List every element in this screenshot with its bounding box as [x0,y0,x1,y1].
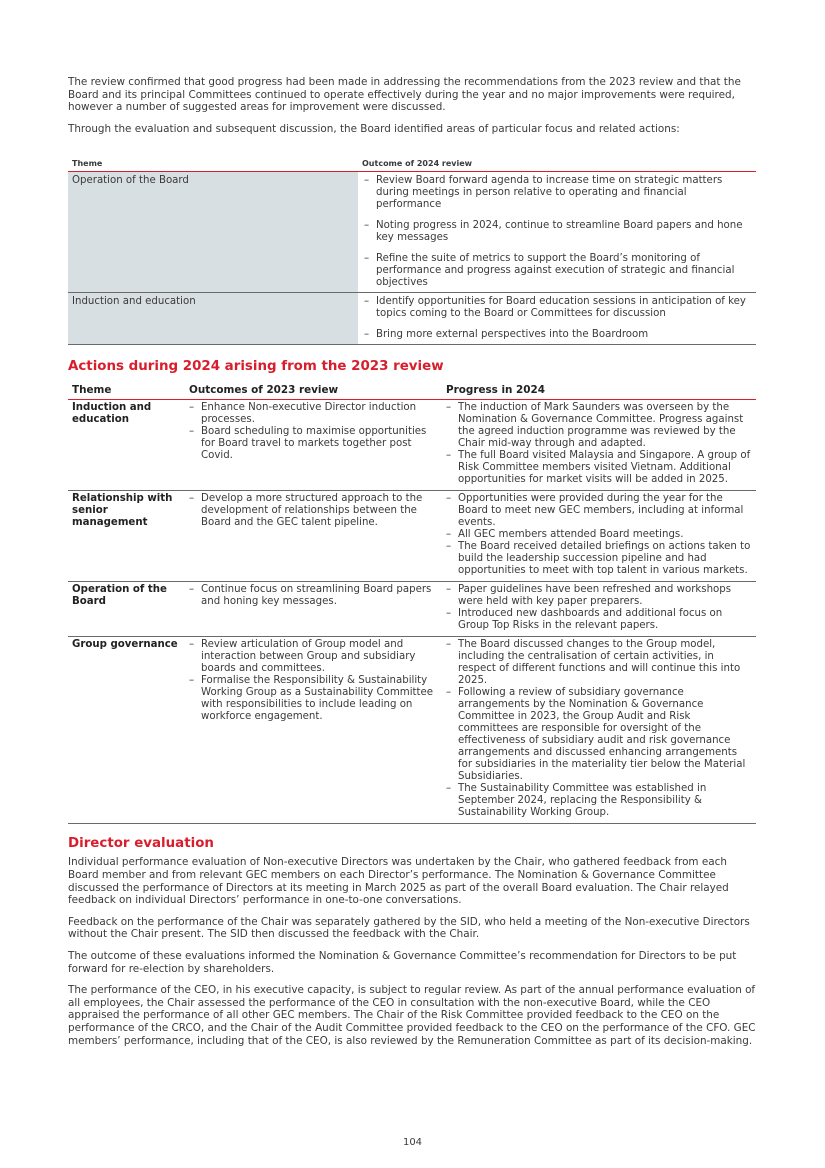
list-item-text: Continue focus on streamlining Board papers and honing key messages. [201,584,432,608]
table-row [68,491,756,582]
list-item [446,687,752,783]
list-item-text: Following a review of subsidiary governance arrangements by the Nomination & Governance Committee in 2023, the Group Audit and Risk committees are responsible for oversight of the effectiveness of subsidiary audit and risk governance arrangements and discussed enhancing arrangements for subsidiaries in the materiality tier below the Material Subsidiaries. [458,687,746,783]
list-item [446,450,752,486]
column-header-outcome: Outcome of 2024 review [358,159,756,172]
table-row [68,172,756,293]
theme-cell: Relationship with senior management [68,491,185,582]
outcomes-cell [185,582,442,637]
dash-bullet: – [446,608,452,620]
actions-heading: Actions during 2024 arising from the 2023 review [68,359,444,375]
list-item-text: Board scheduling to maximise opportunities for Board travel to markets together post Covid. [201,426,427,462]
table-header-row [68,159,756,172]
list-item [189,584,438,608]
list-item [364,253,750,289]
dash-bullet: – [446,402,452,414]
table-row [68,400,756,491]
list-item-text: The Board received detailed briefings on actions taken to build the leadership succession pipeline and had opportunities to meet with top talent in various markets. [458,541,751,577]
theme-cell: Operation of the Board [68,172,358,293]
list-item [446,541,752,577]
director-evaluation-paragraph: Individual performance evaluation of Non-executive Directors was undertaken by the Chair, who gathered feedback from each Board member and from relevant GEC members on each Director’s performance. The Nomination & Governance Committee discussed the performance of Directors at its meeting in March 2025 as part of the overall Board evaluation. The Chair relayed feedback on individual Directors’ performance in one-to-one conversations. [68,856,729,907]
dash-bullet: – [446,639,452,651]
outcome-cell [358,293,756,345]
dash-bullet: – [446,687,452,699]
list-item [364,220,750,244]
intro-paragraph-2: Through the evaluation and subsequent discussion, the Board identified areas of particular focus and related actions: [68,122,680,135]
list-item-text: Paper guidelines have been refreshed and workshops were held with key paper preparers. [458,584,732,608]
table-row [68,582,756,637]
dash-bullet: – [189,402,195,414]
list-item-text: The Board discussed changes to the Group model, including the centralisation of certain activities, in respect of different functions and will continue this into 2025. [458,639,741,687]
list-item [446,493,752,529]
list-item-text: Introduced new dashboards and additional focus on Group Top Risks in the relevant papers. [458,608,723,632]
theme-cell: Group governance [68,637,185,824]
review-outcomes-table [68,159,756,345]
list-item-text: Noting progress in 2024, continue to streamline Board papers and hone key messages [376,220,743,244]
outcomes-cell [185,637,442,824]
dash-bullet: – [446,584,452,596]
list-item [189,639,438,675]
list-item [446,584,752,608]
list-item [189,426,438,462]
page-number: 104 [402,1137,423,1148]
list-item-text: All GEC members attended Board meetings. [458,529,684,541]
table-header-row [68,384,756,400]
list-item [446,783,752,819]
column-header-outcomes: Outcomes of 2023 review [185,384,442,400]
table-row [68,637,756,824]
theme-cell: Operation of the Board [68,582,185,637]
dash-bullet: – [189,584,195,596]
list-item [189,493,438,529]
dash-bullet: – [446,529,452,541]
dash-bullet: – [364,253,370,265]
column-header-progress: Progress in 2024 [442,384,756,400]
list-item [446,639,752,687]
list-item [189,675,438,723]
theme-cell: Induction and education [68,400,185,491]
director-evaluation-paragraph: Feedback on the performance of the Chair was separately gathered by the SID, who held a meeting of the Non-executive Directors without the Chair present. The SID then discussed the feedback with the Chair. [68,915,750,941]
dash-bullet: – [189,426,195,438]
list-item-text: Identify opportunities for Board education sessions in anticipation of key topics coming to the Board or Committees for discussion [376,296,746,320]
outcomes-cell [185,491,442,582]
list-item-text: The Sustainability Committee was established in September 2024, replacing the Responsibility & Sustainability Working Group. [458,783,707,819]
dash-bullet: – [446,541,452,553]
list-item-text: The induction of Mark Saunders was overseen by the Nomination & Governance Committee. Progress against the agreed induction programme was reviewed by the Chair mid-way through and adapted. [458,402,744,450]
theme-cell: Induction and education [68,293,358,345]
list-item [446,529,752,541]
outcome-cell [358,172,756,293]
director-evaluation-heading: Director evaluation [68,836,214,852]
dash-bullet: – [364,296,370,308]
dash-bullet: – [364,329,370,341]
list-item [446,402,752,450]
progress-cell [442,637,756,824]
progress-cell [442,400,756,491]
list-item [364,175,750,211]
list-item-text: Formalise the Responsibility & Sustainability Working Group as a Sustainability Committee with responsibilities to include leading on workforce engagement. [201,675,434,723]
list-item-text: Refine the suite of metrics to support the Board’s monitoring of performance and progress against execution of strategic and financial objectives [376,253,735,289]
progress-cell [442,582,756,637]
intro-paragraph-1: The review confirmed that good progress had been made in addressing the recommendations from the 2023 review and that the Board and its principal Committees continued to operate effectively during the year and no major improvements were required, however a number of suggested areas for improvement were discussed. [68,76,741,114]
list-item [189,402,438,426]
actions-table [68,384,756,824]
progress-cell [442,491,756,582]
director-evaluation-paragraph: The performance of the CEO, in his executive capacity, is subject to regular review. As part of the annual performance evaluation of all employees, the Chair assessed the performance of the CEO in consultation with the non-executive Board, while the CEO appraised the performance of all other GEC members. The Chair of the Risk Committee provided feedback to the CEO on the performance of the CRCO, and the Chair of the Audit Committee provided feedback to the CEO on the performance of the CFO. GEC members’ performance, including that of the CEO, is also reviewed by the Remuneration Committee as part of its decision-making. [68,984,756,1047]
director-evaluation-paragraph: The outcome of these evaluations informed the Nomination & Governance Committee’s recommendation for Directors to be put forward for re-election by shareholders. [68,949,737,975]
list-item [446,608,752,632]
list-item-text: Review Board forward agenda to increase time on strategic matters during meetings in person relative to operating and financial performance [376,175,723,211]
table-row [68,293,756,345]
list-item-text: Review articulation of Group model and interaction between Group and subsidiary boards and committees. [201,639,416,675]
dash-bullet: – [189,493,195,505]
column-header-theme: Theme [68,159,358,172]
dash-bullet: – [189,639,195,651]
dash-bullet: – [446,450,452,462]
list-item-text: The full Board visited Malaysia and Singapore. A group of Risk Committee members visited Vietnam. Additional opportunities for market visits will be added in 2025. [458,450,751,486]
dash-bullet: – [446,783,452,795]
dash-bullet: – [364,175,370,187]
dash-bullet: – [189,675,195,687]
list-item-text: Develop a more structured approach to the development of relationships between the Board and the GEC talent pipeline. [201,493,423,529]
list-item-text: Enhance Non-executive Director induction processes. [201,402,417,426]
list-item [364,329,750,341]
dash-bullet: – [446,493,452,505]
dash-bullet: – [364,220,370,232]
list-item-text: Bring more external perspectives into the Boardroom [376,329,649,341]
list-item-text: Opportunities were provided during the year for the Board to meet new GEC members, including at informal events. [458,493,744,529]
column-header-theme: Theme [68,384,185,400]
outcomes-cell [185,400,442,491]
list-item [364,296,750,320]
page-content [68,76,756,1056]
